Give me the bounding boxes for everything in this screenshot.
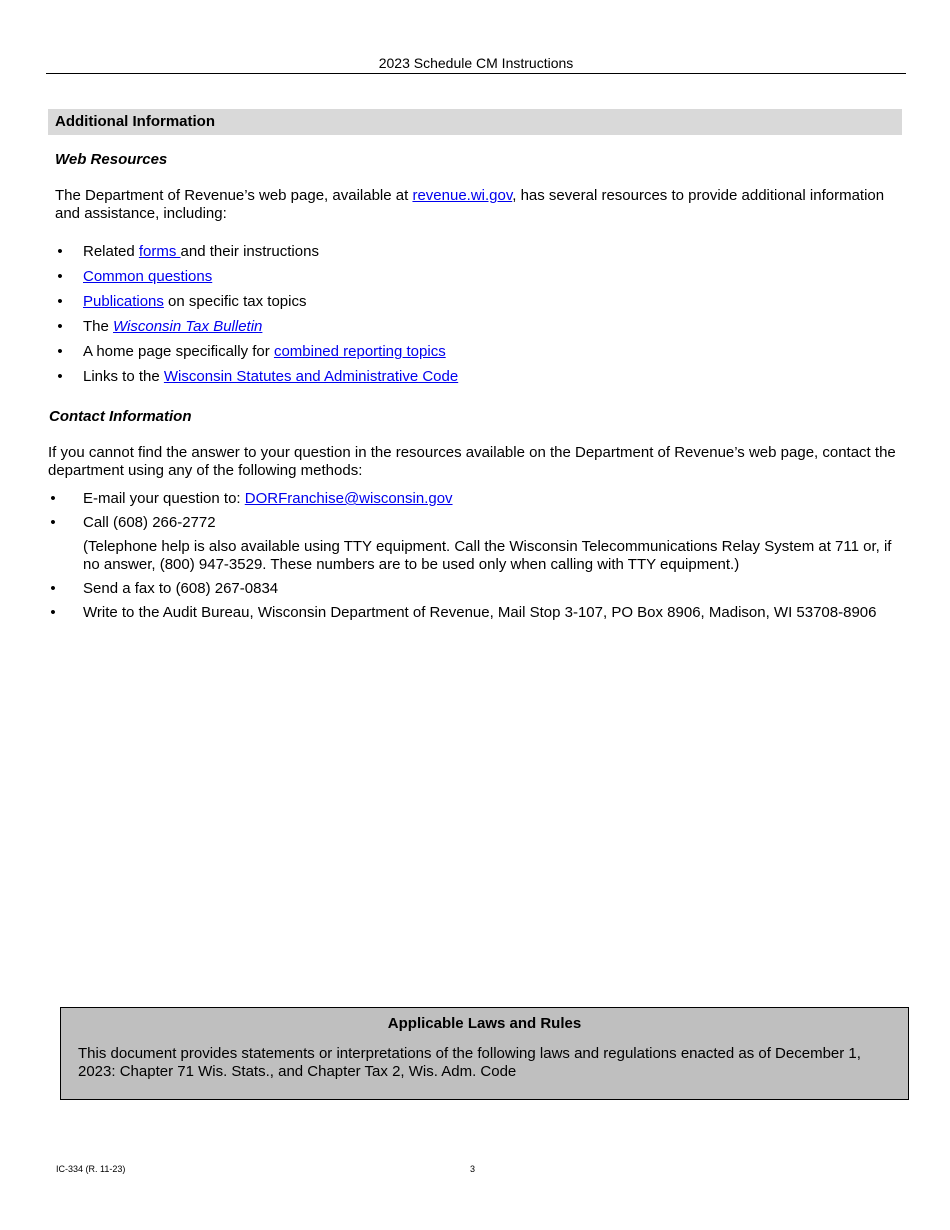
contact-item-call xyxy=(48,514,906,574)
running-header: 2023 Schedule CM Instructions xyxy=(46,55,906,74)
web-resources-heading: Web Resources xyxy=(55,151,168,168)
contact-intro: If you cannot find the answer to your question in the resources available on the Department of Revenue’s web page, contact the department using any of the following methods: xyxy=(48,444,896,479)
bullet-icon: • xyxy=(57,343,63,360)
bullet-icon: • xyxy=(57,243,63,260)
list-item-publications xyxy=(55,293,905,311)
bullet-icon: • xyxy=(57,368,63,385)
bullet-icon: • xyxy=(50,490,56,507)
web-resources-intro xyxy=(55,187,905,223)
bullet-icon: • xyxy=(57,268,63,285)
publications-link[interactable]: Publications xyxy=(83,293,164,310)
page-number: 3 xyxy=(470,1164,476,1174)
statutes-link[interactable]: Wisconsin Statutes and Administrative Code xyxy=(163,368,459,385)
email-link[interactable]: DORFranchise@wisconsin.gov xyxy=(244,490,453,507)
list-item-common-questions xyxy=(55,268,905,286)
tty-note: (Telephone help is also available using TTY equipment. Call the Wisconsin Telecommunications Relay System at 711 or, if no answer, (800) 947-3529. These numbers are to be used only when calling with TTY equipment.) xyxy=(83,538,892,573)
item-text: The xyxy=(83,318,114,335)
contact-heading: Contact Information xyxy=(49,408,192,425)
list-item-statutes xyxy=(55,368,905,386)
web-resources-list xyxy=(55,243,905,386)
applicable-laws-text: This document provides statements or interpretations of the following laws and regulations enacted as of December 1, 2023: Chapter 71 Wis. Stats., and Chapter Tax 2, Wis. Adm. Code xyxy=(78,1045,861,1080)
tax-bulletin-link[interactable]: Wisconsin Tax Bulletin xyxy=(113,318,263,335)
form-identifier: IC-334 (R. 11-23) xyxy=(56,1164,126,1174)
contact-item-fax xyxy=(48,580,906,598)
combined-reporting-link[interactable]: combined reporting topics xyxy=(273,343,446,360)
bullet-icon: • xyxy=(57,318,63,335)
list-item-related-forms xyxy=(55,243,905,261)
item-text: Links to the xyxy=(83,368,164,385)
item-text: Related xyxy=(83,243,139,260)
bullet-icon: • xyxy=(50,580,56,597)
revenue-site-link[interactable]: revenue.wi.gov xyxy=(412,187,513,204)
section-title-bar: Additional Information xyxy=(48,109,902,135)
item-text: and their instructions xyxy=(180,243,319,260)
contact-methods-list xyxy=(48,490,906,622)
contact-item-email xyxy=(48,490,906,508)
intro-text-before: The Department of Revenue’s web page, available at xyxy=(55,187,413,204)
bullet-icon: • xyxy=(50,514,56,531)
applicable-laws-box xyxy=(60,1007,909,1100)
item-text: on specific tax topics xyxy=(163,293,307,310)
bullet-icon: • xyxy=(50,604,56,621)
contact-item-write xyxy=(48,604,906,622)
list-item-combined-reporting xyxy=(55,343,905,361)
intro-text-after: , has several resources to provide additional information and assistance, including: xyxy=(55,187,885,222)
bullet-icon: • xyxy=(57,293,63,310)
item-text: Send a fax to (608) 267-0834 xyxy=(83,580,279,597)
applicable-laws-title: Applicable Laws and Rules xyxy=(387,1015,582,1032)
item-text: A home page specifically for xyxy=(83,343,274,360)
item-text: Call (608) 266-2772 xyxy=(83,514,216,531)
forms-link[interactable]: forms xyxy=(138,243,181,260)
common-questions-link[interactable]: Common questions xyxy=(83,268,213,285)
list-item-tax-bulletin xyxy=(55,318,905,336)
item-text: Write to the Audit Bureau, Wisconsin Department of Revenue, Mail Stop 3-107, PO Box 8906, Madison, WI 53708-8906 xyxy=(83,604,877,621)
item-text: E-mail your question to: xyxy=(83,490,245,507)
